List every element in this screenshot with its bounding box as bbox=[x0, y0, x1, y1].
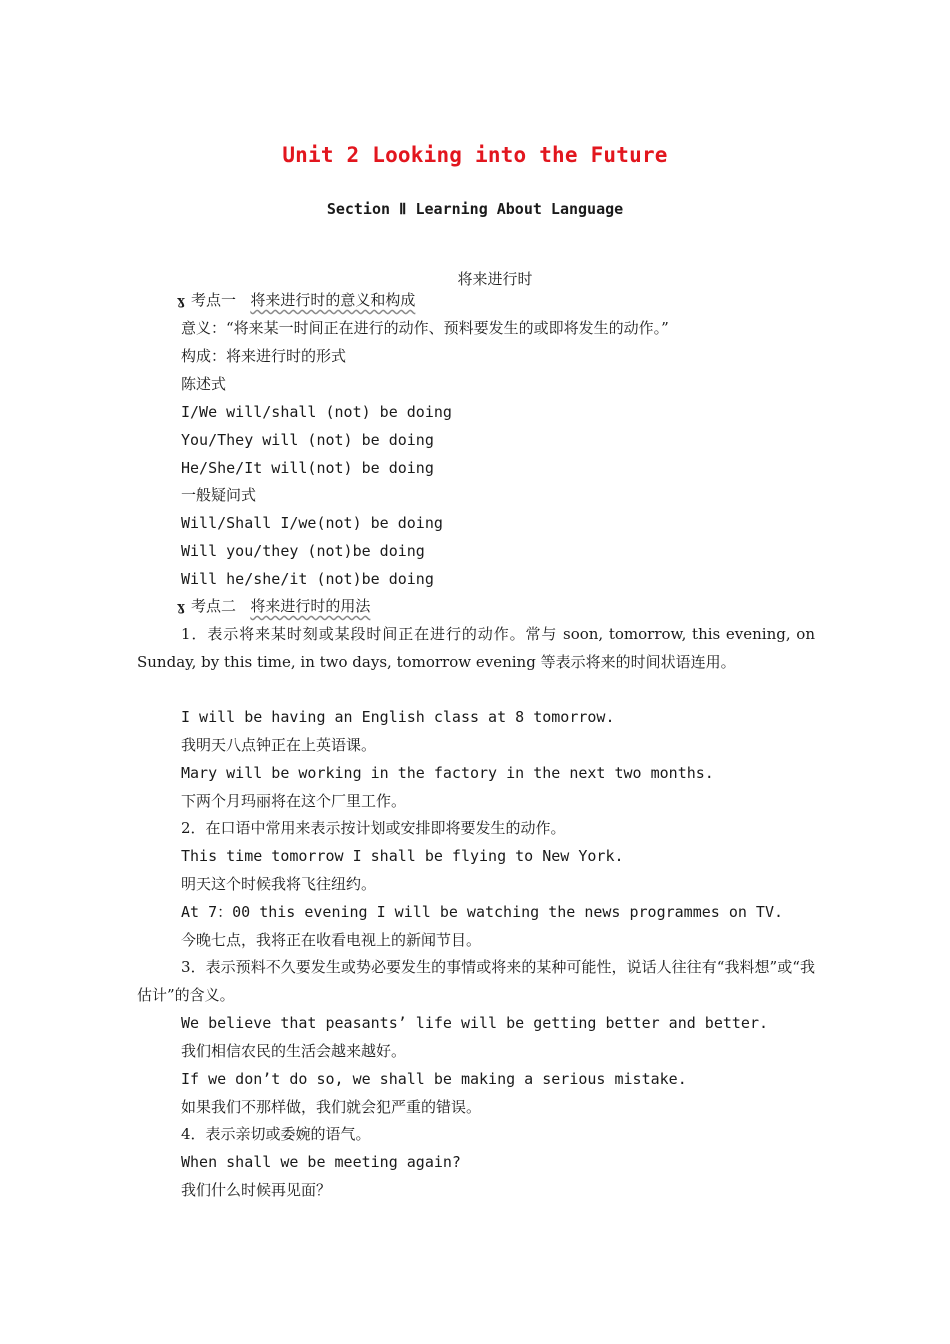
form-line: 构成：将来进行时的形式 bbox=[181, 347, 347, 365]
point-two-heading bbox=[177, 596, 386, 618]
point-marker-icon: ɣ bbox=[177, 600, 185, 615]
example-sentence: If we don’t do so, we shall be making a serious mistake. bbox=[181, 1070, 687, 1088]
topic-heading: 将来进行时 bbox=[457, 270, 533, 288]
point-two-label: 考点二 bbox=[191, 597, 237, 615]
example-sentence: We believe that peasants’ life will be getting better and better. bbox=[181, 1014, 768, 1032]
usage-paragraph bbox=[137, 620, 815, 676]
point-two-title: 将来进行时的用法 bbox=[250, 597, 371, 615]
example-translation: 我们相信农民的生活会越来越好。 bbox=[181, 1042, 407, 1060]
example-translation: 如果我们不那样做，我们就会犯严重的错误。 bbox=[181, 1098, 482, 1116]
question-form: Will he/she/it (not)be doing bbox=[181, 570, 434, 588]
declarative-form: I/We will/shall (not) be doing bbox=[181, 403, 452, 421]
point-marker-icon: ɣ bbox=[177, 294, 185, 309]
example-translation: 我们什么时候再见面？ bbox=[181, 1181, 332, 1199]
example-translation: 下两个月玛丽将在这个厂里工作。 bbox=[181, 792, 407, 810]
example-sentence: When shall we be meeting again? bbox=[181, 1153, 461, 1171]
example-sentence: This time tomorrow I shall be flying to New York. bbox=[181, 847, 624, 865]
question-form: Will you/they (not)be doing bbox=[181, 542, 425, 560]
section-subtitle: Section Ⅱ Learning About Language bbox=[326, 200, 624, 218]
declarative-label: 陈述式 bbox=[181, 375, 227, 393]
question-label: 一般疑问式 bbox=[181, 486, 257, 504]
example-sentence: At 7：00 this evening I will be watching the news programmes on TV. bbox=[181, 903, 783, 921]
point-one-heading bbox=[177, 290, 431, 312]
example-translation: 今晚七点，我将正在收看电视上的新闻节目。 bbox=[181, 931, 482, 949]
usage-two-text: 2．在口语中常用来表示按计划或安排即将要发生的动作。 bbox=[181, 819, 566, 837]
usage-paragraph bbox=[137, 953, 815, 1009]
usage-three-text: 3．表示预料不久要发生或势必要发生的事情或将来的某种可能性，说话人往往有“我料想”或“我估计”的含义。 bbox=[137, 958, 815, 1004]
point-one-label: 考点一 bbox=[191, 291, 237, 309]
example-translation: 明天这个时候我将飞往纽约。 bbox=[181, 875, 377, 893]
point-one-title: 将来进行时的意义和构成 bbox=[250, 291, 416, 309]
example-sentence: I will be having an English class at 8 tomorrow. bbox=[181, 708, 615, 726]
meaning-line: 意义：“将来某一时间正在进行的动作、预料要发生的或即将发生的动作。” bbox=[181, 319, 669, 337]
unit-title: Unit 2 Looking into the Future bbox=[282, 143, 668, 167]
question-form: Will/Shall I/we(not) be doing bbox=[181, 514, 443, 532]
usage-four-text: 4．表示亲切或委婉的语气。 bbox=[181, 1125, 371, 1143]
example-sentence: Mary will be working in the factory in the next two months. bbox=[181, 764, 714, 782]
declarative-form: He/She/It will(not) be doing bbox=[181, 459, 434, 477]
example-translation: 我明天八点钟正在上英语课。 bbox=[181, 736, 377, 754]
declarative-form: You/They will (not) be doing bbox=[181, 431, 434, 449]
usage-one-text: 1．表示将来某时刻或某段时间正在进行的动作。常与 soon, tomorrow, this evening, on Sunday, by this time, in two days, tomorrow evening 等表示将来的时间状语连用。 bbox=[137, 625, 815, 671]
